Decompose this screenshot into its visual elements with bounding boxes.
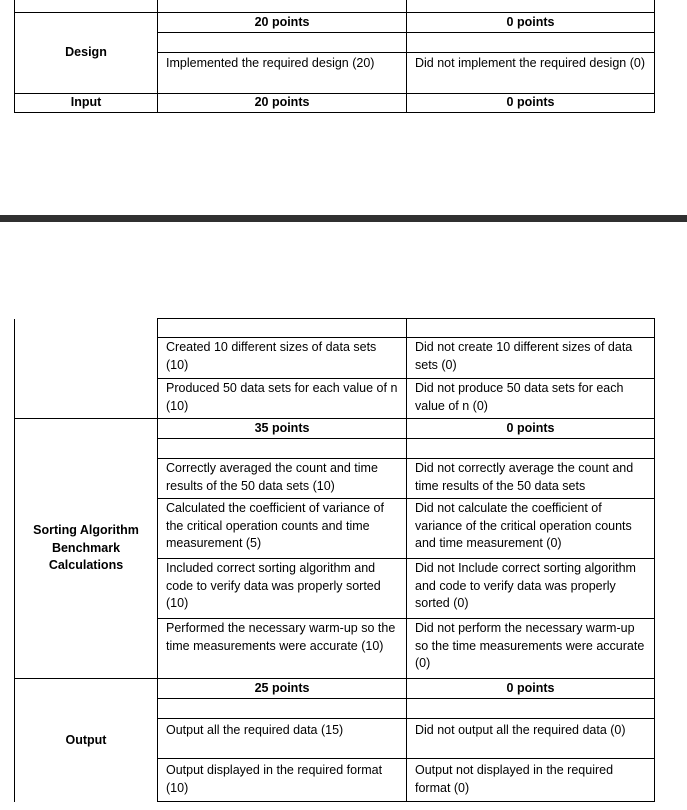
criterion-met-cell: Output displayed in the required format (10)	[158, 759, 407, 802]
zero-points-header: 0 points	[407, 679, 655, 699]
criterion-label-line1: Sorting Algorithm	[33, 523, 139, 538]
rubric-table-bottom	[14, 318, 655, 802]
criterion-label: Output	[65, 732, 107, 747]
page-divider	[0, 215, 687, 222]
points-header: 20 points	[158, 13, 407, 33]
rubric-table-top	[14, 0, 655, 113]
criterion-not-met-cell: Did not create 10 different sizes of data sets (0)	[407, 338, 655, 379]
criterion-not-met-cell: Did not output all the required data (0)	[407, 719, 655, 759]
criterion-met-cell: Calculated the coefficient of variance of the critical operation counts and time measurement (5)	[158, 499, 407, 559]
points-header: 25 points	[158, 679, 407, 699]
zero-points-header: 0 points	[407, 419, 655, 439]
criterion-not-met-cell: Did not calculate the coefficient of variance of the critical operation counts and time measurement (0)	[407, 499, 655, 559]
criterion-not-met-cell: Did not produce 50 data sets for each value of n (0)	[407, 379, 655, 419]
criterion-sorting-benchmark	[15, 419, 158, 679]
criterion-met-cell: Correctly averaged the count and time results of the 50 data sets (10)	[158, 459, 407, 499]
criterion-design	[15, 13, 158, 94]
criterion-label-line3: Calculations	[48, 558, 124, 573]
criterion-input	[15, 94, 158, 113]
criterion-continued	[15, 319, 158, 419]
criterion-label: Input	[70, 95, 102, 110]
criterion-output	[15, 679, 158, 802]
criterion-label-line2: Benchmark	[51, 540, 121, 555]
criterion-met-cell: Implemented the required design (20)	[158, 53, 407, 94]
criterion-not-met-cell: Did not correctly average the count and time results of the 50 data sets	[407, 459, 655, 499]
points-header: 20 points	[158, 94, 407, 113]
criterion-not-met-cell: Did not perform the necessary warm-up so the time measurements were accurate (0)	[407, 619, 655, 679]
criterion-label: Design	[65, 45, 107, 60]
points-header: 35 points	[158, 419, 407, 439]
criterion-met-cell: Produced 50 data sets for each value of n (10)	[158, 379, 407, 419]
criterion-not-met-cell: Did not implement the required design (0)	[407, 53, 655, 94]
criterion-met-cell: Performed the necessary warm-up so the time measurements were accurate (10)	[158, 619, 407, 679]
zero-points-header: 0 points	[407, 13, 655, 33]
criterion-not-met-cell: Did not Include correct sorting algorithm and code to verify data was properly sorted (0)	[407, 559, 655, 619]
criterion-not-met-cell: Output not displayed in the required format (0)	[407, 759, 655, 802]
criterion-met-cell: Included correct sorting algorithm and code to verify data was properly sorted (10)	[158, 559, 407, 619]
zero-points-header: 0 points	[407, 94, 655, 113]
criterion-met-cell: Output all the required data (15)	[158, 719, 407, 759]
criterion-met-cell: Created 10 different sizes of data sets (10)	[158, 338, 407, 379]
